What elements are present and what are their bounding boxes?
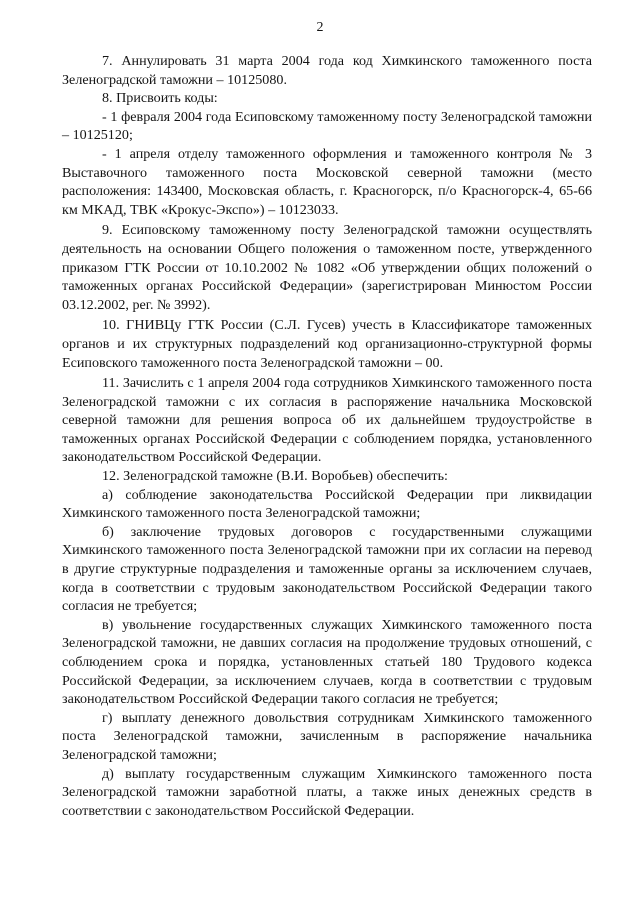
paragraph-8-item-2: - 1 апреля отделу таможенного оформления и таможенного контроля № 3 Выставочного таможенного поста Московской северной таможни (место расположения: 143400, Московская область, г. Красногорск, п/о Красногорск-4, 65-66 км МКАД, ТВК «Крокус-Экспо») – 10123033. xyxy=(62,145,592,218)
paragraph-12-item-b: б) заключение трудовых договоров с государственными служащими Химкинского таможенного поста Зеленоградской таможни при их согласии на перевод в другие структурные подразделения и таможенные органы за исключением случаев, когда в соответствии с трудовым законодательством Российской Федерации такого согласия не требуется; xyxy=(62,523,592,615)
paragraph-10: 10. ГНИВЦу ГТК России (С.Л. Гусев) учесть в Классификаторе таможенных органов и их структурных подразделений код организационно-структурной формы Есиповского таможенного поста Зеленоградской таможни – 00. xyxy=(62,317,592,371)
paragraph-12-item-d: д) выплату государственным служащим Химкинского таможенного поста Зеленоградской таможни заработной платы, а также иных денежных средств в соответствии с законодательством Российской Федерации. xyxy=(62,765,592,819)
paragraph-9: 9. Есиповскому таможенному посту Зеленоградской таможни осуществлять деятельность на основании Общего положения о таможенном посте, утвержденного приказом ГТК России от 10.10.2002 № 1082 «Об утверждении общих положений о таможенных органах Российской Федерации» (зарегистрирован Минюстом России 03.12.2002, рег. № 3992). xyxy=(62,222,592,313)
document-body xyxy=(62,52,592,820)
paragraph-8-assign-codes: 8. Присвоить коды: xyxy=(102,90,218,107)
page-number: 2 xyxy=(316,20,324,35)
paragraph-12: 12. Зеленоградской таможне (В.И. Воробьев) обеспечить: xyxy=(102,468,448,485)
paragraph-7-annul-code: 7. Аннулировать 31 марта 2004 года код Химкинского таможенного поста Зеленоградской таможни – 10125080. xyxy=(62,53,592,88)
paragraph-12-item-v: в) увольнение государственных служащих Химкинского таможенного поста Зеленоградской таможни, не давших согласия на продолжение трудовых отношений, с соблюдением срока и порядка, установленных статьей 180 Трудового кодекса Российской Федерации, за исключением случаев, когда в соответствии с трудовым законодательством Российской Федерации такого согласия не требуется; xyxy=(62,616,592,708)
paragraph-8-item-1: - 1 февраля 2004 года Есиповскому таможенному посту Зеленоградской таможни – 10125120; xyxy=(62,108,592,144)
paragraph-12-item-a: а) соблюдение законодательства Российской Федерации при ликвидации Химкинского таможенного поста Зеленоградской таможни; xyxy=(62,486,592,522)
paragraph-12-item-g: г) выплату денежного довольствия сотрудникам Химкинского таможенного поста Зеленоградской таможни, зачисленным в распоряжение начальника Зеленоградской таможни; xyxy=(62,709,592,763)
paragraph-11: 11. Зачислить с 1 апреля 2004 года сотрудников Химкинского таможенного поста Зеленоградской таможни с их согласия в распоряжение начальника Московской северной таможни для решения вопроса об их дальнейшем трудоустройстве в таможенных органах Российской Федерации с соблюдением порядка, установленного законодательством Российской Федерации. xyxy=(62,375,592,466)
